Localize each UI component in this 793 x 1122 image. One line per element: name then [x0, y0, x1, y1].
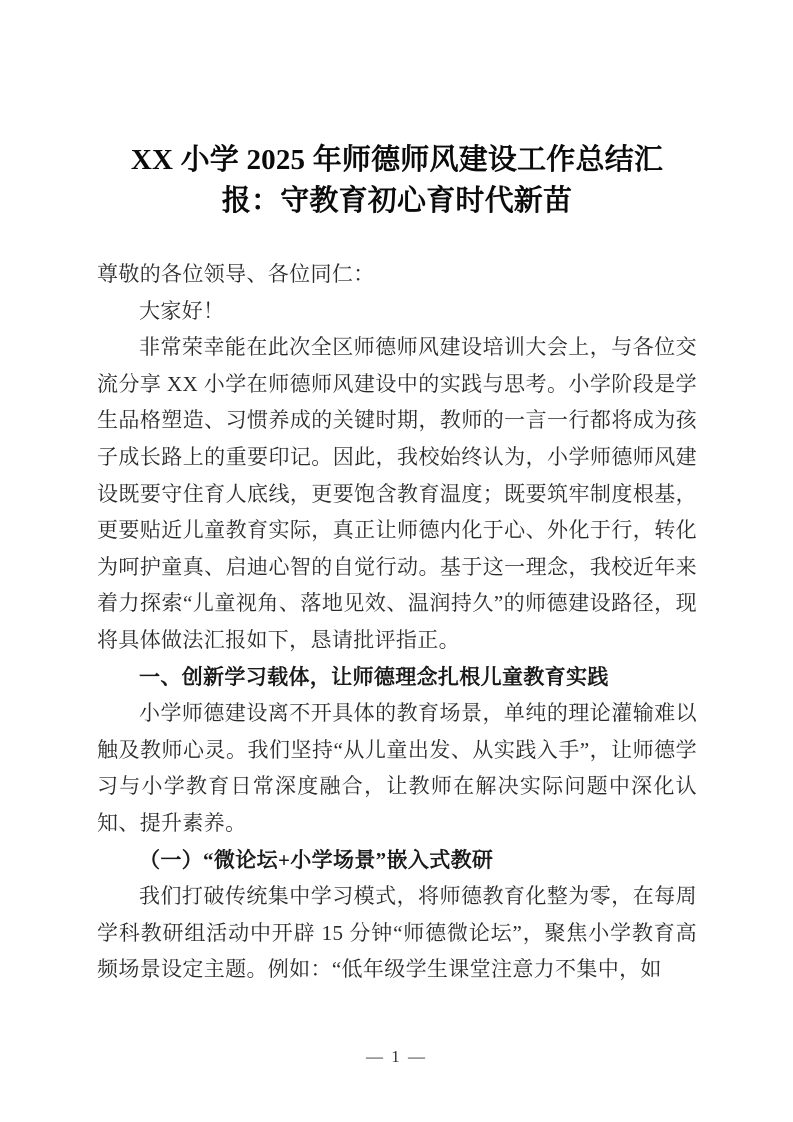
document-body	[97, 256, 697, 988]
paragraph-section-one-intro: 小学师德建设离不开具体的教育场景，单纯的理论灌输难以触及教师心灵。我们坚持“从儿童出发、从实践入手”，让师德学习与小学教育日常深度融合，让教师在解决实际问题中深化认知、提升素养。	[97, 701, 697, 835]
salutation-line: 尊敬的各位领导、各位同仁：	[97, 262, 375, 286]
page-title-line-2: 报：守教育初心育时代新苗	[221, 185, 573, 217]
page-number-footer: — 1 —	[366, 1047, 427, 1066]
page-title-line-1: XX 小学 2025 年师德师风建设工作总结汇	[130, 144, 664, 176]
page-title	[97, 0, 697, 222]
page-content	[97, 0, 697, 988]
paragraph-introduction: 非常荣幸能在此次全区师德师风建设培训大会上，与各位交流分享 XX 小学在师德师风建设中的实践与思考。小学阶段是学生品格塑造、习惯养成的关键时期，教师的一言一行都将成为孩子成长路上的重要印记。因此，我校始终认为，小学师德师风建设既要守住育人底线，更要饱含教育温度；既要筑牢制度根基，更要贴近儿童教育实际，真正让师德内化于心、外化于行，转化为呵护童真、启迪心智的自觉行动。基于这一理念，我校近年来着力探索“儿童视角、落地见效、温润持久”的师德建设路径，现将具体做法汇报如下，恳请批评指正。	[97, 335, 697, 652]
heading-section-one: 一、创新学习载体，让师德理念扎根儿童教育实践	[139, 664, 609, 689]
heading-subsection-one-one: （一）“微论坛+小学场景”嵌入式教研	[139, 847, 494, 872]
greeting-line: 大家好！	[139, 298, 225, 323]
paragraph-subsection-one-one: 我们打破传统集中学习模式，将师德教育化整为零，在每周学科教研组活动中开辟 15 分钟“师德微论坛”，聚焦小学教育高频场景设定主题。例如：“低年级学生课堂注意力不集中，如	[97, 884, 697, 982]
